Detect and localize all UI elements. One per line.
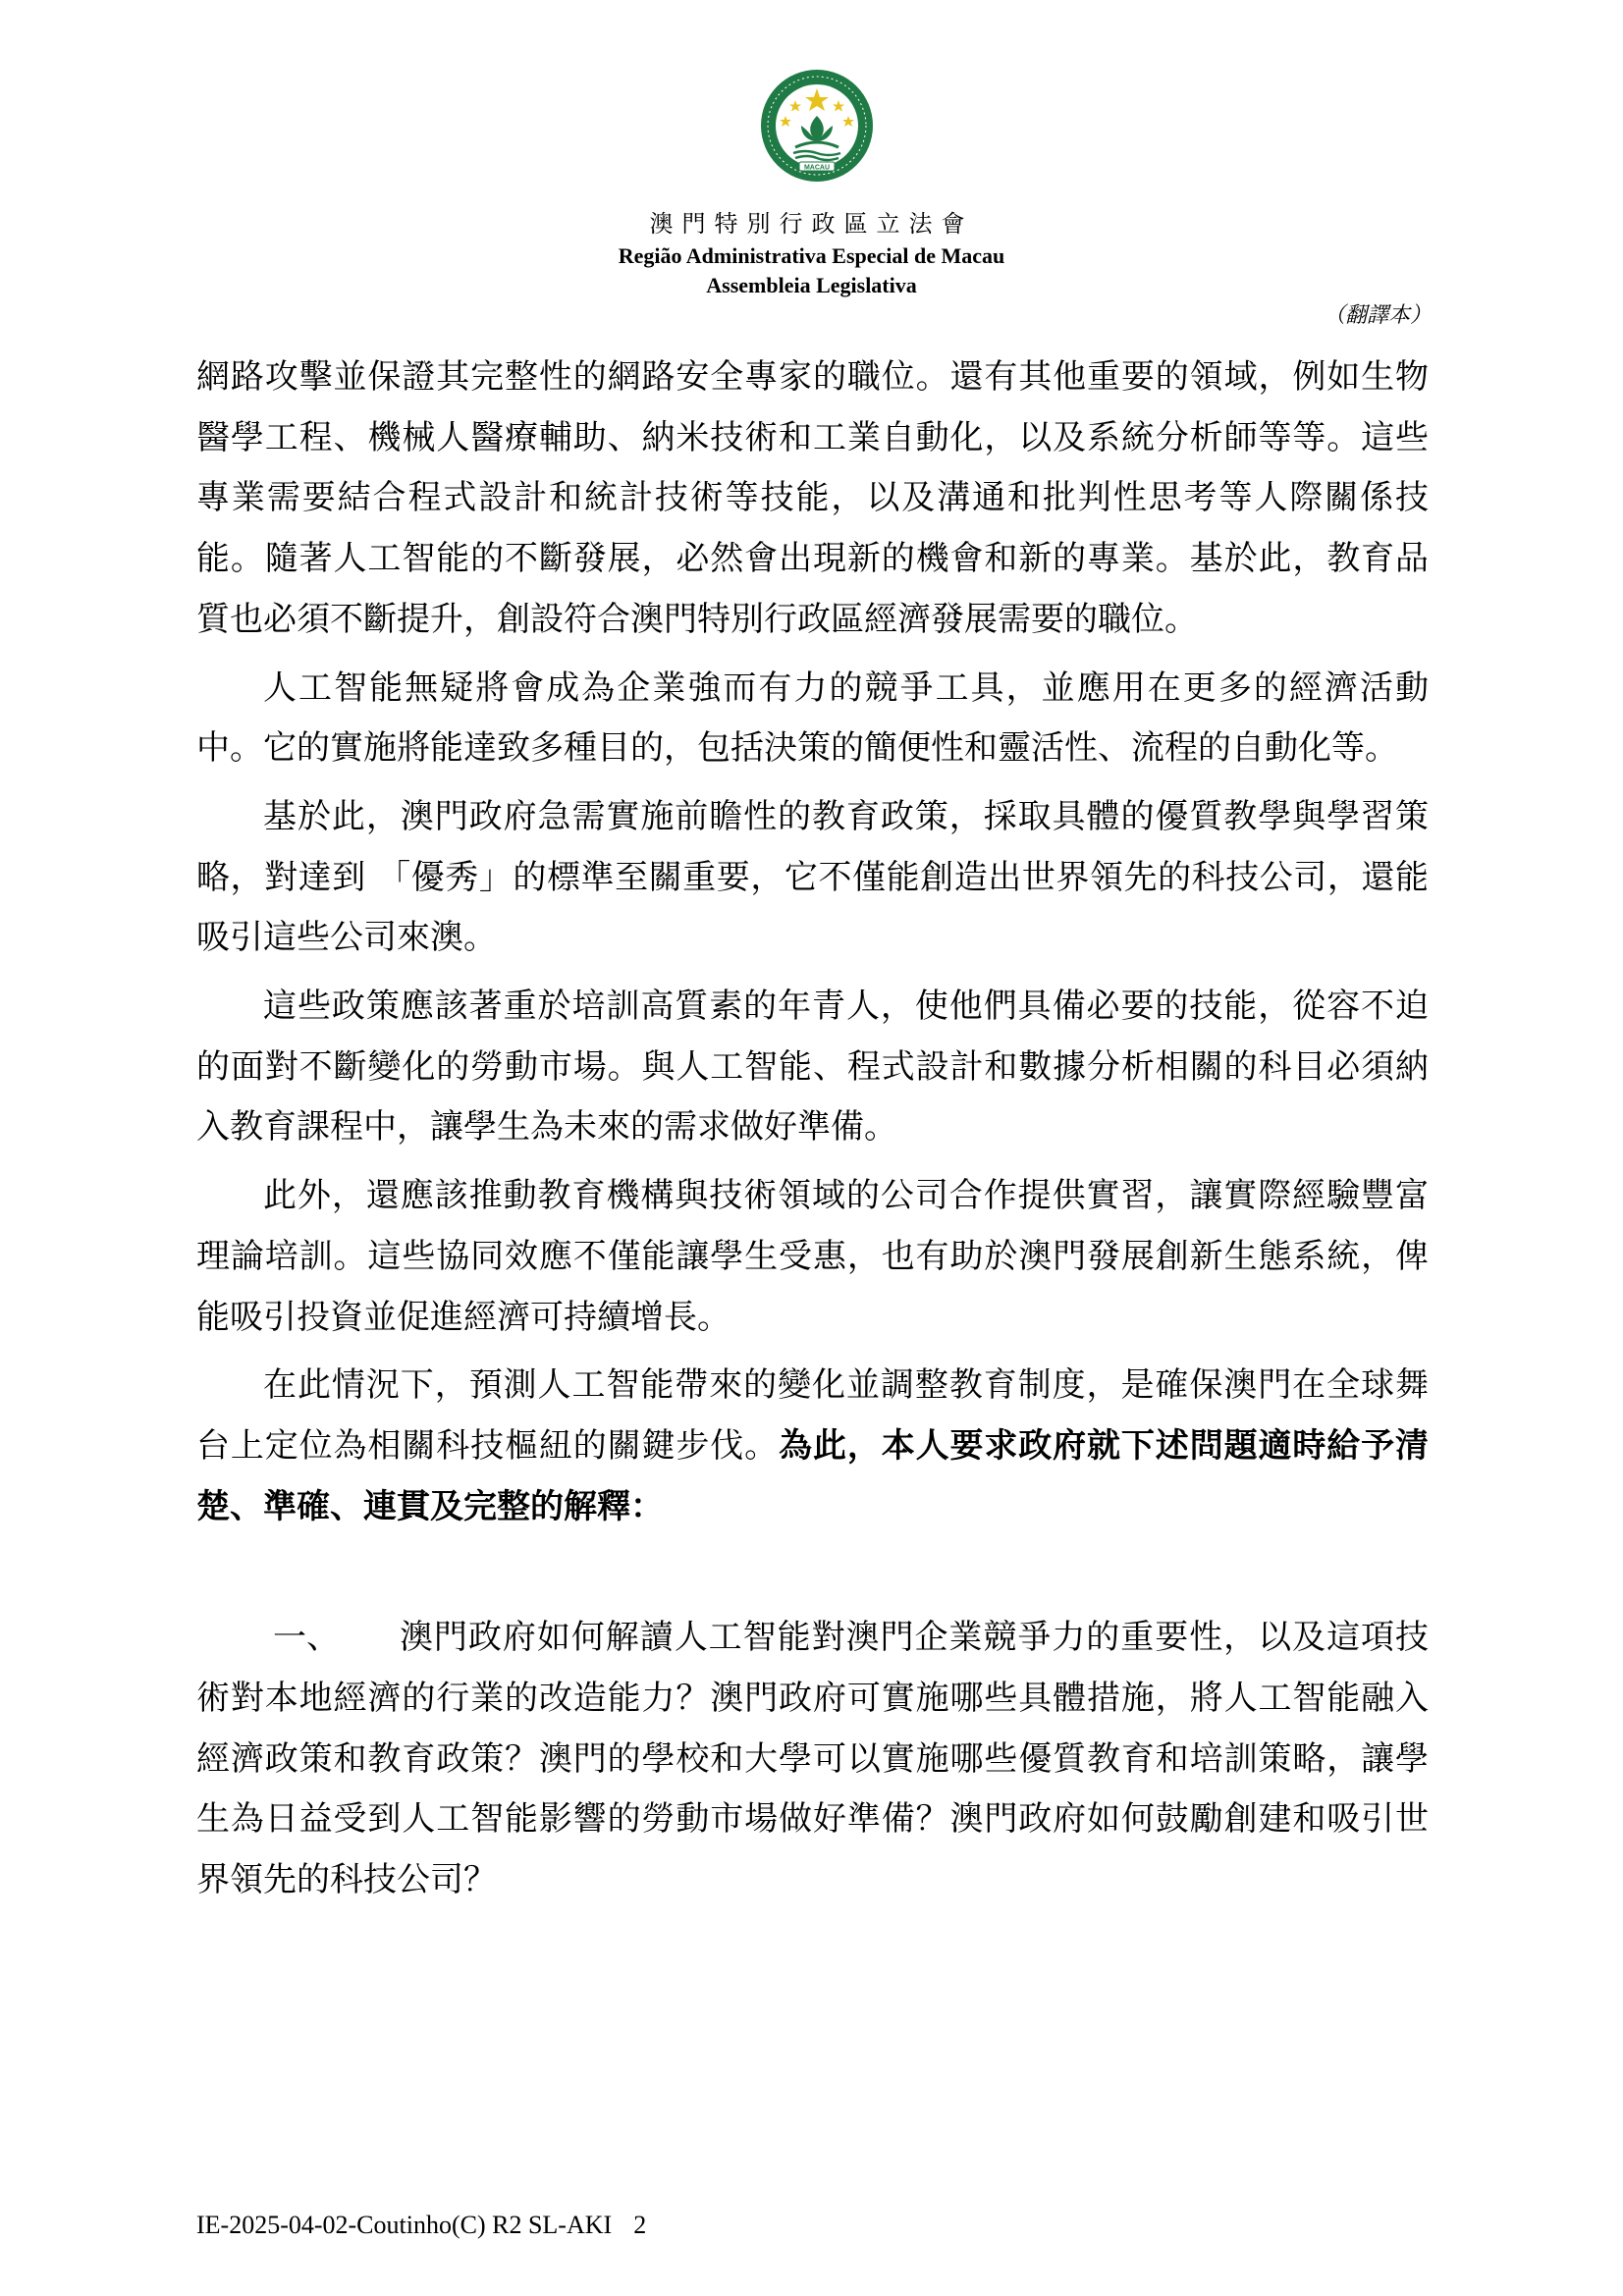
request-statement: 為此，本人要求政府就下述問題適時給予清楚、準確、連貫及完整的解釋：: [196, 1425, 1430, 1526]
translation-note: （翻譯本）: [1323, 303, 1432, 328]
paragraph-2: 人工智能無疑將會成為企業強而有力的競爭工具，並應用在更多的經濟活動中。它的實施將能達致多種目的，包括決策的簡便性和靈活性、流程的自動化等。: [196, 667, 1429, 769]
macau-emblem-icon: [758, 67, 876, 185]
paragraph-6: [196, 1356, 1429, 1537]
document-reference: IE-2025-04-02-Coutinho(C) R2 SL-AKI: [196, 2211, 613, 2239]
emblem-label: MACAU: [803, 164, 831, 172]
page-number: 2: [633, 2211, 647, 2239]
assembly-title-pt: Assembleia Legislativa: [706, 273, 917, 297]
paragraph-5: 此外，還應該推動教育機構與技術領域的公司合作提供實習，讓實際經驗豐富理論培訓。這些協同效應不僅能讓學生受惠，也有助於澳門發展創新生態系統，俾能吸引投資並促進經濟可持續增長。: [196, 1176, 1429, 1337]
macau-emblem: [758, 67, 876, 185]
document-body: [196, 347, 1429, 1919]
question-1: [196, 1608, 1429, 1911]
region-title-pt: Região Administrativa Especial de Macau: [618, 243, 1005, 268]
spacer: [196, 1545, 1429, 1608]
question-1-number: 一、: [273, 1618, 340, 1658]
legislative-assembly-title-zh: 澳門特別行政區立法會: [649, 210, 974, 238]
paragraph-3: 基於此，澳門政府急需實施前瞻性的教育政策，採取具體的優質教學與學習策略，對達到 「優秀」的標準至關重要，它不僅能創造出世界領先的科技公司，還能吸引這些公司來澳。: [196, 796, 1429, 958]
question-1-text: 澳門政府如何解讀人工智能對澳門企業競爭力的重要性，以及這項技術對本地經濟的行業的改造能力？澳門政府可實施哪些具體措施，將人工智能融入經濟政策和教育政策？澳門的學校和大學可以實施哪些優質教育和培訓策略，讓學生為日益受到人工智能影響的勞動市場做好準備？澳門政府如何鼓勵創建和吸引世界領先的科技公司？: [196, 1618, 1429, 1900]
footer: [196, 2211, 646, 2240]
paragraph-1: 網路攻擊並保證其完整性的網路安全專家的職位。還有其他重要的領域，例如生物醫學工程、機械人醫療輔助、納米技術和工業自動化，以及系統分析師等等。這些專業需要結合程式設計和統計技術等技能，以及溝通和批判性思考等人際關係技能。隨著人工智能的不斷發展，必然會出現新的機會和新的專業。基於此，教育品質也必須不斷提升，創設符合澳門特別行政區經濟發展需要的職位。: [196, 357, 1429, 639]
paragraph-6-text: 在此情況下，預測人工智能帶來的變化並調整教育制度，是確保澳門在全球舞台上定位為相關科技樞紐的關鍵步伐。: [196, 1365, 1429, 1466]
paragraph-4: 這些政策應該著重於培訓高質素的年青人，使他們具備必要的技能，從容不迫的面對不斷變化的勞動市場。與人工智能、程式設計和數據分析相關的科目必須納入教育課程中，讓學生為未來的需求做好準備。: [196, 987, 1429, 1148]
